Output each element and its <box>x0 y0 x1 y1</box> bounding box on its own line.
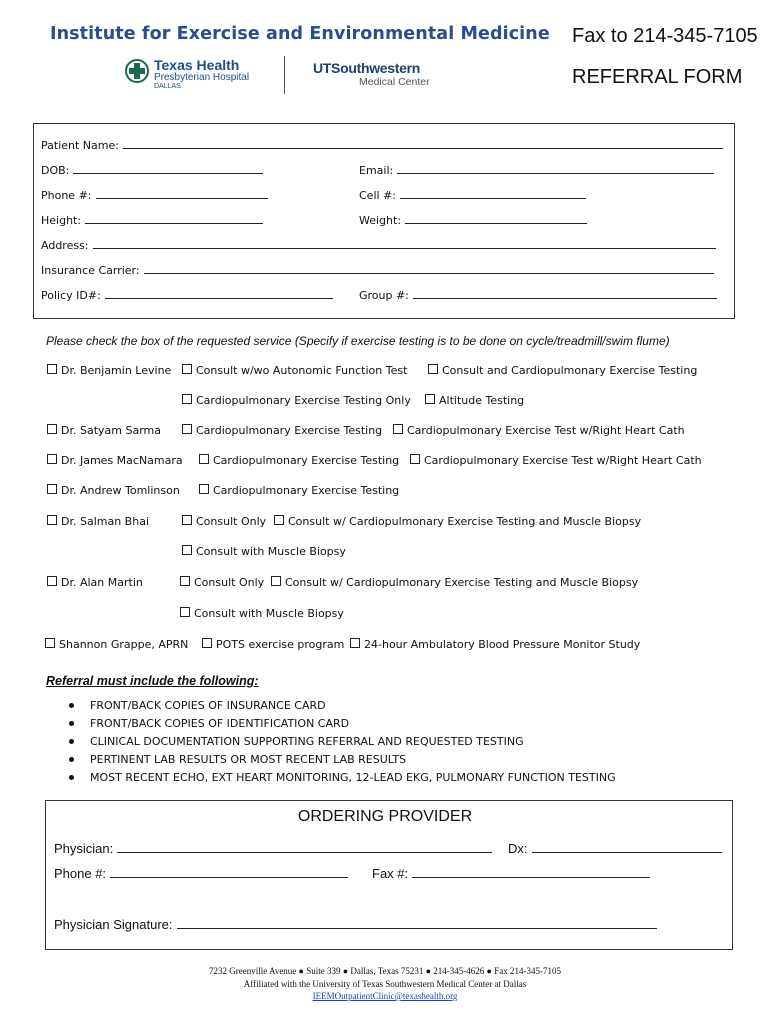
option-martin[interactable] <box>47 576 143 589</box>
provider-fax-line[interactable] <box>412 865 650 878</box>
cell-line[interactable] <box>400 188 586 199</box>
weight-label: Weight: <box>359 214 402 227</box>
checkbox[interactable] <box>199 454 209 464</box>
checkbox[interactable] <box>274 515 284 525</box>
option-bhai-consult[interactable] <box>182 515 266 528</box>
option-grappe-abpm[interactable] <box>350 638 640 651</box>
requirement-item: MOST RECENT ECHO, EXT HEART MONITORING, 12-LEAD EKG, PULMONARY FUNCTION TESTING <box>90 771 616 784</box>
provider-sarma: Dr. Satyam Sarma <box>61 424 161 437</box>
checkbox[interactable] <box>350 638 360 648</box>
checkbox[interactable] <box>45 638 55 648</box>
address-field[interactable] <box>41 238 716 252</box>
utsw-logo-sub: Medical Center <box>359 76 430 88</box>
phone-label: Phone #: <box>41 189 92 202</box>
texas-health-logo-sub: Presbyterian Hospital <box>154 72 250 83</box>
phone-field[interactable] <box>41 188 268 202</box>
policy-label: Policy ID#: <box>41 289 101 302</box>
option-macnamara[interactable] <box>47 454 183 467</box>
service-label: Consult with Muscle Biopsy <box>194 607 344 620</box>
ordering-provider-title: ORDERING PROVIDER <box>297 808 473 825</box>
checkbox[interactable] <box>47 364 57 374</box>
provider-phone-field[interactable] <box>54 865 348 881</box>
option-macnamara-cpet-rhc[interactable] <box>410 454 702 467</box>
policy-line[interactable] <box>105 288 333 299</box>
option-sarma-cpet-rhc[interactable] <box>393 424 685 437</box>
option-martin-consult[interactable] <box>180 576 264 589</box>
provider-tomlinson: Dr. Andrew Tomlinson <box>61 484 180 497</box>
option-tomlinson[interactable] <box>47 484 180 497</box>
address-line[interactable] <box>93 238 716 249</box>
service-label: 24-hour Ambulatory Blood Pressure Monitor Study <box>364 638 641 651</box>
bullet-icon <box>69 757 74 762</box>
checkbox[interactable] <box>180 607 190 617</box>
requirement-item: FRONT/BACK COPIES OF INSURANCE CARD <box>90 699 326 712</box>
dx-field[interactable] <box>508 840 722 856</box>
bullet-icon <box>69 739 74 744</box>
bullet-icon <box>69 703 74 708</box>
option-tomlinson-cpet[interactable] <box>199 484 399 497</box>
email-line[interactable] <box>397 163 714 174</box>
group-label: Group #: <box>359 289 409 302</box>
height-label: Height: <box>41 214 82 227</box>
option-bhai-consult-biopsy[interactable] <box>182 545 346 558</box>
checkbox[interactable] <box>202 638 212 648</box>
option-levine-cpet-only[interactable] <box>182 394 411 407</box>
service-label: Cardiopulmonary Exercise Test w/Right Heart Cath <box>407 424 685 437</box>
insurance-label: Insurance Carrier: <box>41 264 140 277</box>
service-label: Cardiopulmonary Exercise Testing <box>196 424 383 437</box>
utsw-logo-name: UTSouthwestern <box>313 60 421 76</box>
insurance-field[interactable] <box>41 263 714 277</box>
checkbox[interactable] <box>410 454 420 464</box>
checkbox[interactable] <box>47 515 57 525</box>
dob-line[interactable] <box>73 163 263 174</box>
option-levine-consult-aft[interactable] <box>182 364 407 377</box>
provider-phone-label: Phone #: <box>54 866 107 881</box>
checkbox[interactable] <box>182 515 192 525</box>
physician-line[interactable] <box>117 840 492 853</box>
texas-health-logo-name: Texas Health <box>154 57 240 73</box>
checkbox[interactable] <box>271 576 281 586</box>
cell-field[interactable] <box>359 188 586 202</box>
patient-name-line[interactable] <box>123 138 723 149</box>
provider-phone-line[interactable] <box>110 865 348 878</box>
insurance-line[interactable] <box>144 263 714 274</box>
service-label: Consult w/ Cardiopulmonary Exercise Testing and Muscle Biopsy <box>285 576 639 589</box>
requirements-heading: Referral must include the following: <box>46 674 259 688</box>
service-label: Consult Only <box>194 576 265 589</box>
phone-line[interactable] <box>96 188 268 199</box>
service-label: POTS exercise program <box>216 638 345 651</box>
checkbox[interactable] <box>47 454 57 464</box>
provider-levine: Dr. Benjamin Levine <box>61 364 172 377</box>
fax-number-header: Fax to 214-345-7105 <box>572 25 758 47</box>
option-grappe[interactable] <box>45 638 188 651</box>
checkbox[interactable] <box>393 424 403 434</box>
signature-line[interactable] <box>177 916 657 929</box>
provider-fax-label: Fax #: <box>372 866 409 881</box>
form-title: REFERRAL FORM <box>572 66 743 88</box>
group-field[interactable] <box>359 288 717 302</box>
physician-label: Physician: <box>54 841 114 856</box>
physician-field[interactable] <box>54 840 492 856</box>
option-sarma[interactable] <box>47 424 161 437</box>
weight-line[interactable] <box>405 213 587 224</box>
texas-health-cross-icon <box>124 58 152 86</box>
height-field[interactable] <box>41 213 263 227</box>
requirement-item: PERTINENT LAB RESULTS OR MOST RECENT LAB RESULTS <box>90 753 406 766</box>
option-sarma-cpet[interactable] <box>182 424 382 437</box>
option-levine-altitude[interactable] <box>425 394 524 407</box>
requirement-item: FRONT/BACK COPIES OF IDENTIFICATION CARD <box>90 717 349 730</box>
checkbox[interactable] <box>182 364 192 374</box>
provider-bhai: Dr. Salman Bhai <box>61 515 149 528</box>
checkbox[interactable] <box>182 394 192 404</box>
option-martin-consult-cpet-biopsy[interactable] <box>271 576 638 589</box>
checkbox[interactable] <box>182 424 192 434</box>
service-label: Consult w/ Cardiopulmonary Exercise Testing and Muscle Biopsy <box>288 515 642 528</box>
group-line[interactable] <box>413 288 717 299</box>
service-label: Cardiopulmonary Exercise Testing <box>213 484 400 497</box>
dob-field[interactable] <box>41 163 263 177</box>
checkbox[interactable] <box>425 394 435 404</box>
requirement-item: CLINICAL DOCUMENTATION SUPPORTING REFERRAL AND REQUESTED TESTING <box>90 735 524 748</box>
service-label: Cardiopulmonary Exercise Test w/Right Heart Cath <box>424 454 702 467</box>
bullet-icon <box>69 721 74 726</box>
option-grappe-pots[interactable] <box>202 638 344 651</box>
email-label: Email: <box>359 164 394 177</box>
provider-macnamara: Dr. James MacNamara <box>61 454 183 467</box>
checkbox[interactable] <box>182 545 192 555</box>
service-label: Consult Only <box>196 515 267 528</box>
bullet-icon <box>69 775 74 780</box>
service-label: Cardiopulmonary Exercise Testing <box>213 454 400 467</box>
provider-grappe: Shannon Grappe, APRN <box>59 638 189 651</box>
service-instruction: Please check the box of the requested service (Specify if exercise testing is to be done on cycle/treadmill/swim flume) <box>46 334 670 348</box>
service-label: Cardiopulmonary Exercise Testing Only <box>196 394 411 407</box>
weight-field[interactable] <box>359 213 587 227</box>
option-levine[interactable] <box>47 364 171 377</box>
service-label: Altitude Testing <box>439 394 525 407</box>
provider-fax-field[interactable] <box>372 865 650 881</box>
checkbox[interactable] <box>47 424 57 434</box>
footer-affiliation: Affiliated with the University of Texas Southwestern Medical Center at Dallas <box>243 979 527 989</box>
institute-title: Institute for Exercise and Environmental Medicine <box>50 24 550 44</box>
checkbox[interactable] <box>47 484 57 494</box>
option-bhai-consult-cpet-biopsy[interactable] <box>274 515 641 528</box>
checkbox[interactable] <box>428 364 438 374</box>
service-label: Consult w/wo Autonomic Function Test <box>196 364 408 377</box>
patient-name-label: Patient Name: <box>41 139 119 152</box>
cell-label: Cell #: <box>359 189 396 202</box>
height-line[interactable] <box>85 213 263 224</box>
service-label: Consult with Muscle Biopsy <box>196 545 346 558</box>
signature-field[interactable] <box>54 916 657 932</box>
texas-health-logo-city: DALLAS <box>154 83 181 90</box>
service-label: Consult and Cardiopulmonary Exercise Testing <box>442 364 698 377</box>
provider-martin: Dr. Alan Martin <box>61 576 143 589</box>
option-bhai[interactable] <box>47 515 149 528</box>
footer-email-row <box>0 991 770 1001</box>
email-field[interactable] <box>359 163 714 177</box>
dob-label: DOB: <box>41 164 70 177</box>
signature-label: Physician Signature: <box>54 917 173 932</box>
checkbox[interactable] <box>47 576 57 586</box>
footer-address: 7232 Greenville Avenue ● Suite 339 ● Dallas, Texas 75231 ● 214-345-4626 ● Fax 214-345-7105 <box>209 966 561 976</box>
logo-divider <box>284 56 285 94</box>
option-levine-consult-cpet[interactable] <box>428 364 697 377</box>
policy-field[interactable] <box>41 288 333 302</box>
address-label: Address: <box>41 239 89 252</box>
footer-email-link[interactable]: IEEMOutpatientClinic@texashealth.org <box>312 991 458 1001</box>
option-macnamara-cpet[interactable] <box>199 454 399 467</box>
patient-name-field[interactable] <box>41 138 723 152</box>
checkbox[interactable] <box>199 484 209 494</box>
dx-label: Dx: <box>508 841 528 856</box>
checkbox[interactable] <box>180 576 190 586</box>
option-martin-consult-biopsy[interactable] <box>180 607 344 620</box>
dx-line[interactable] <box>532 840 722 853</box>
